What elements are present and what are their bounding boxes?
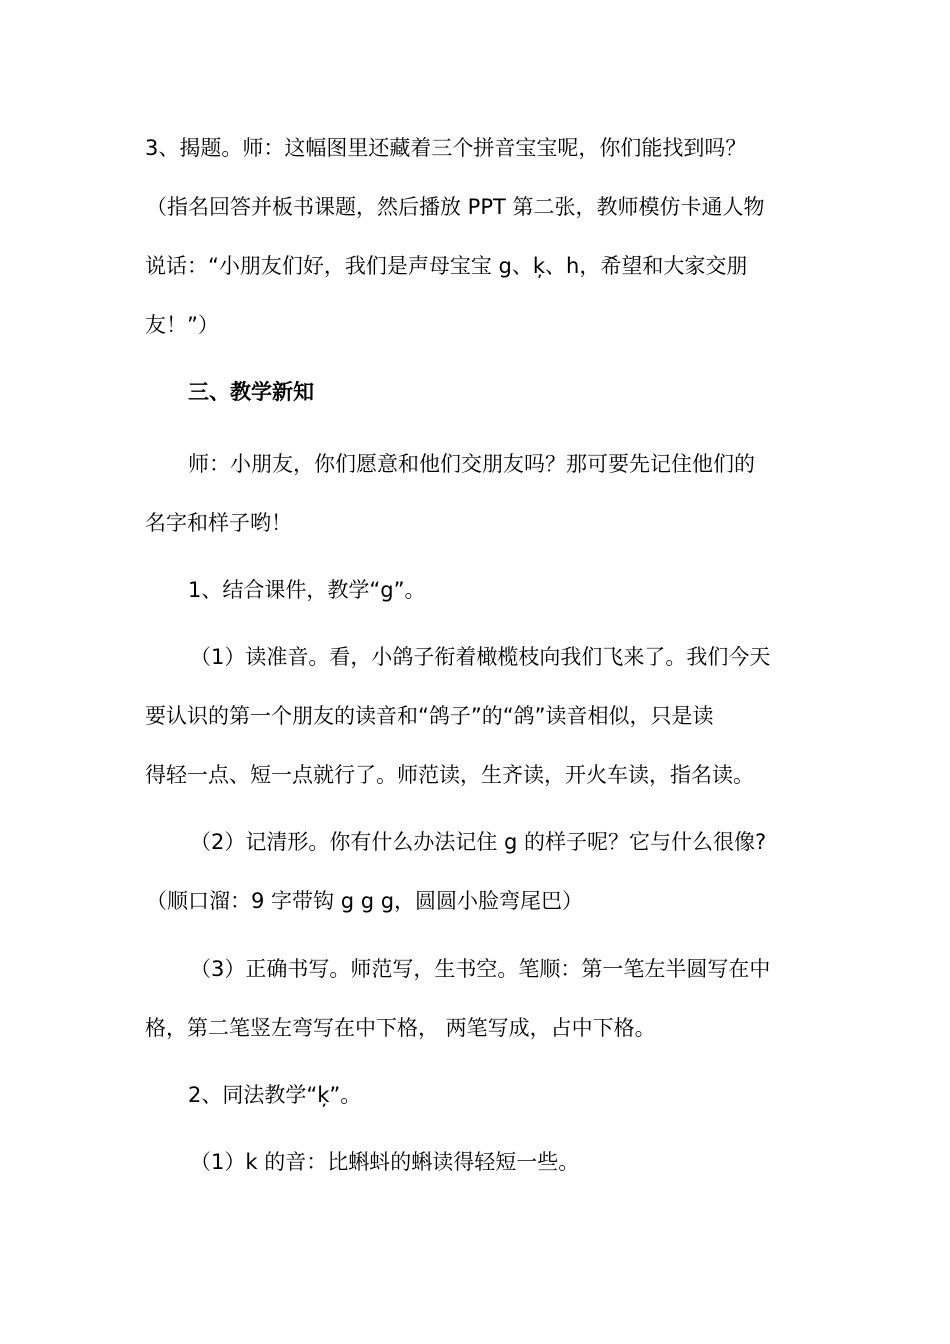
paragraph-line: （1）读准音。看，小鸽子衔着橄榄枝向我们飞来了。我们今天 <box>190 645 771 669</box>
paragraph-line: （顺口溜：9 字带钩 g g g，圆圆小脸弯尾巴） <box>146 889 584 913</box>
paragraph-line: 说话：“小朋友们好，我们是声母宝宝 g、ķ、h，希望和大家交朋 <box>145 254 748 278</box>
paragraph-line: 友！”） <box>145 313 219 337</box>
paragraph-line: （指名回答并板书课题，然后播放 PPT 第二张，教师模仿卡通人物 <box>146 195 765 219</box>
paragraph-line: 师：小朋友，你们愿意和他们交朋友吗？那可要先记住他们的 <box>188 452 755 476</box>
paragraph-line: 格，第二笔竖左弯写在中下格， 两笔写成，占中下格。 <box>145 1016 656 1040</box>
paragraph-line: （3）正确书写。师范写，生书空。笔顺：第一笔左半圆写在中 <box>190 957 771 981</box>
paragraph-line: 要认识的第一个朋友的读音和“鸽子”的“鸽”读音相似，只是读 <box>145 704 714 728</box>
paragraph-line: （2）记清形。你有什么办法记住 g 的样子呢？它与什么很像? <box>190 830 767 854</box>
section-heading: 三、教学新知 <box>188 380 314 404</box>
paragraph-line: 3、揭题。师：这幅图里还藏着三个拼音宝宝呢，你们能找到吗？ <box>145 136 747 160</box>
paragraph-line: 得轻一点、短一点就行了。师范读，生齐读，开火车读，指名读。 <box>145 763 754 787</box>
paragraph-line: 名字和样子哟！ <box>145 511 292 535</box>
subsection-heading: 1、结合课件，教学“g”。 <box>188 578 426 602</box>
paragraph-line: （1）k 的音：比蝌蚪的蝌读得轻短一些。 <box>190 1150 580 1174</box>
subsection-heading: 2、同法教学“ķ”。 <box>188 1083 362 1107</box>
